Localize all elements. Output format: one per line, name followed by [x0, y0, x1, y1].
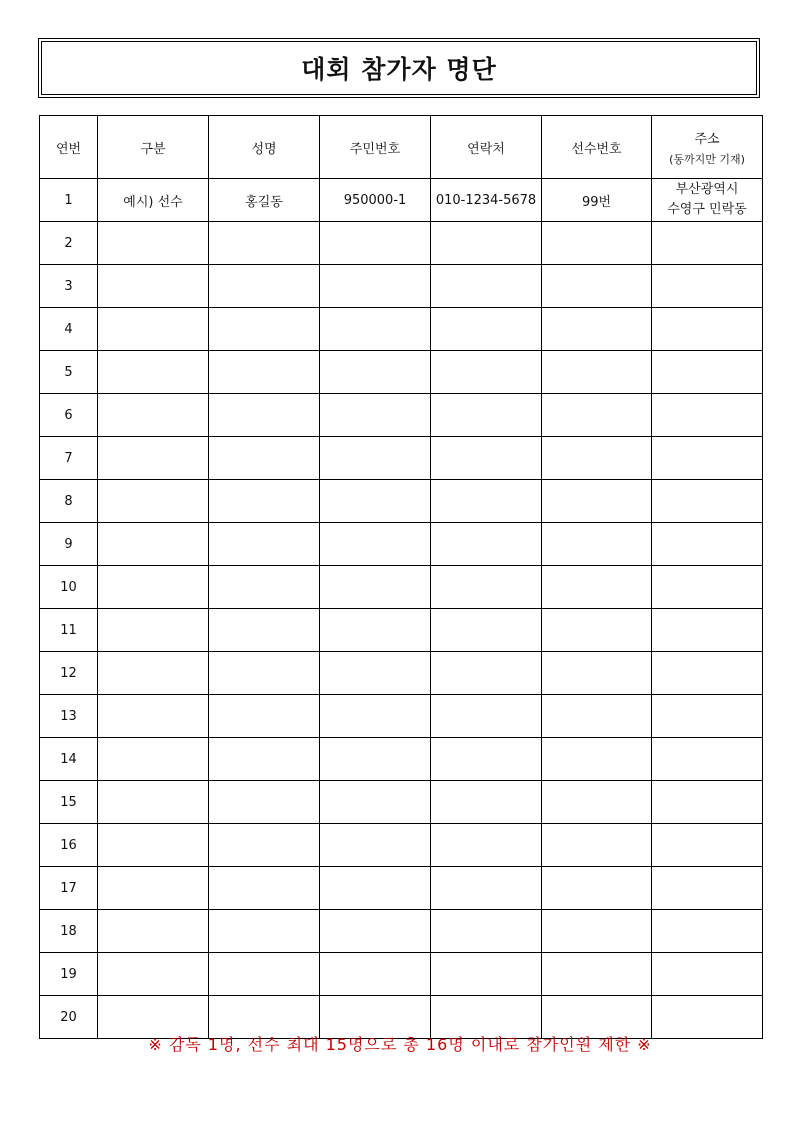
table-row: [40, 437, 763, 480]
cell-name[interactable]: [209, 738, 320, 781]
header-address-note: (동까지만 기재): [669, 152, 745, 166]
cell-address[interactable]: [652, 953, 763, 996]
cell-category[interactable]: [98, 394, 209, 437]
cell-contact[interactable]: [431, 953, 542, 996]
table-row: [40, 824, 763, 867]
cell-id-number[interactable]: [320, 953, 431, 996]
cell-category[interactable]: [98, 566, 209, 609]
title-box: [38, 38, 760, 98]
table-row: [40, 566, 763, 609]
cell-name[interactable]: [209, 953, 320, 996]
table-row: [40, 738, 763, 781]
cell-address[interactable]: [652, 652, 763, 695]
cell-no: 10: [40, 566, 98, 609]
example-row: [40, 179, 763, 222]
cell-category[interactable]: [98, 523, 209, 566]
cell-contact[interactable]: [431, 781, 542, 824]
cell-address[interactable]: [652, 222, 763, 265]
cell-name[interactable]: [209, 523, 320, 566]
cell-no: 8: [40, 480, 98, 523]
cell-name[interactable]: [209, 480, 320, 523]
cell-id-number[interactable]: [320, 351, 431, 394]
cell-id-number[interactable]: 950000-1: [320, 179, 431, 222]
table-row: [40, 609, 763, 652]
cell-id-number[interactable]: [320, 652, 431, 695]
cell-address[interactable]: [652, 308, 763, 351]
header-name: 성명: [209, 116, 320, 179]
table-row: [40, 351, 763, 394]
cell-no: 17: [40, 867, 98, 910]
cell-contact[interactable]: [431, 222, 542, 265]
cell-name[interactable]: [209, 867, 320, 910]
cell-category[interactable]: [98, 953, 209, 996]
table-row: [40, 652, 763, 695]
cell-player-number[interactable]: [542, 867, 652, 910]
cell-name[interactable]: [209, 566, 320, 609]
cell-address[interactable]: [652, 781, 763, 824]
cell-contact[interactable]: [431, 437, 542, 480]
cell-category[interactable]: [98, 695, 209, 738]
cell-no: 15: [40, 781, 98, 824]
table-row: [40, 308, 763, 351]
cell-no: 4: [40, 308, 98, 351]
cell-name[interactable]: [209, 351, 320, 394]
cell-no: 9: [40, 523, 98, 566]
cell-player-number[interactable]: [542, 523, 652, 566]
cell-player-number[interactable]: [542, 265, 652, 308]
cell-name[interactable]: [209, 222, 320, 265]
cell-id-number[interactable]: [320, 695, 431, 738]
cell-name[interactable]: [209, 695, 320, 738]
cell-category[interactable]: [98, 351, 209, 394]
cell-address[interactable]: [652, 523, 763, 566]
cell-contact[interactable]: [431, 523, 542, 566]
cell-address[interactable]: [652, 566, 763, 609]
table-row: [40, 781, 763, 824]
cell-address[interactable]: [652, 695, 763, 738]
cell-address[interactable]: [652, 910, 763, 953]
cell-category[interactable]: [98, 265, 209, 308]
cell-address[interactable]: [652, 480, 763, 523]
cell-contact[interactable]: [431, 824, 542, 867]
cell-no: 5: [40, 351, 98, 394]
cell-address[interactable]: [652, 265, 763, 308]
cell-address[interactable]: [652, 351, 763, 394]
cell-id-number[interactable]: [320, 265, 431, 308]
cell-player-number[interactable]: [542, 953, 652, 996]
cell-contact[interactable]: [431, 695, 542, 738]
cell-category[interactable]: [98, 910, 209, 953]
cell-no: 20: [40, 996, 98, 1039]
cell-player-number[interactable]: [542, 566, 652, 609]
cell-no: 1: [40, 179, 98, 222]
cell-player-number[interactable]: [542, 910, 652, 953]
cell-name[interactable]: 홍길동: [209, 179, 320, 222]
cell-id-number[interactable]: [320, 867, 431, 910]
table-row: [40, 910, 763, 953]
cell-category[interactable]: [98, 308, 209, 351]
participant-limit-notice: ※ 감독 1명, 선수 최대 15명으로 총 16명 이내로 참가인원 제한 ※: [148, 1035, 652, 1054]
cell-contact[interactable]: [431, 652, 542, 695]
cell-player-number[interactable]: [542, 738, 652, 781]
cell-id-number[interactable]: [320, 523, 431, 566]
cell-category[interactable]: [98, 437, 209, 480]
cell-id-number[interactable]: [320, 910, 431, 953]
cell-contact[interactable]: [431, 480, 542, 523]
cell-no: 14: [40, 738, 98, 781]
cell-player-number[interactable]: [542, 609, 652, 652]
cell-id-number[interactable]: [320, 609, 431, 652]
header-player-number: 선수번호: [542, 116, 652, 179]
cell-name[interactable]: [209, 910, 320, 953]
cell-no: 18: [40, 910, 98, 953]
cell-player-number[interactable]: [542, 394, 652, 437]
cell-player-number[interactable]: [542, 351, 652, 394]
cell-address[interactable]: [652, 609, 763, 652]
participant-table: [39, 115, 763, 1039]
cell-player-number[interactable]: [542, 480, 652, 523]
cell-contact[interactable]: [431, 308, 542, 351]
page-title: 대회 참가자 명단: [301, 55, 497, 84]
cell-id-number[interactable]: [320, 308, 431, 351]
cell-name[interactable]: [209, 652, 320, 695]
cell-address-line2: 수영구 민락동: [667, 202, 747, 217]
cell-name[interactable]: [209, 781, 320, 824]
cell-category[interactable]: [98, 609, 209, 652]
cell-contact[interactable]: 010-1234-5678: [431, 179, 542, 222]
cell-address[interactable]: [652, 738, 763, 781]
cell-category[interactable]: [98, 781, 209, 824]
cell-id-number[interactable]: [320, 394, 431, 437]
header-category: 구분: [98, 116, 209, 179]
table-row: [40, 695, 763, 738]
header-id-number: 주민번호: [320, 116, 431, 179]
cell-name[interactable]: [209, 308, 320, 351]
cell-category[interactable]: [98, 480, 209, 523]
cell-category[interactable]: [98, 867, 209, 910]
cell-no: 2: [40, 222, 98, 265]
cell-player-number[interactable]: [542, 222, 652, 265]
cell-contact[interactable]: [431, 910, 542, 953]
cell-address[interactable]: [652, 867, 763, 910]
cell-name[interactable]: [209, 824, 320, 867]
cell-contact[interactable]: [431, 351, 542, 394]
cell-category[interactable]: [98, 824, 209, 867]
cell-no: 11: [40, 609, 98, 652]
table-row: [40, 867, 763, 910]
cell-category[interactable]: [98, 738, 209, 781]
cell-id-number[interactable]: [320, 437, 431, 480]
cell-category[interactable]: 예시) 선수: [98, 179, 209, 222]
cell-category[interactable]: [98, 652, 209, 695]
cell-player-number[interactable]: [542, 652, 652, 695]
cell-player-number[interactable]: [542, 695, 652, 738]
cell-address-line1: 부산광역시: [675, 182, 739, 197]
cell-player-number[interactable]: [542, 781, 652, 824]
cell-player-number[interactable]: 99번: [542, 179, 652, 222]
title-inner-border: [41, 41, 757, 95]
cell-address[interactable]: [652, 394, 763, 437]
cell-contact[interactable]: [431, 394, 542, 437]
cell-no: 3: [40, 265, 98, 308]
cell-id-number[interactable]: [320, 824, 431, 867]
cell-id-number[interactable]: [320, 781, 431, 824]
cell-address[interactable]: [652, 437, 763, 480]
cell-contact[interactable]: [431, 738, 542, 781]
cell-no: 6: [40, 394, 98, 437]
cell-no: 13: [40, 695, 98, 738]
cell-name[interactable]: [209, 609, 320, 652]
cell-player-number[interactable]: [542, 824, 652, 867]
cell-player-number[interactable]: [542, 437, 652, 480]
header-address-label: 주소: [694, 131, 720, 147]
table-row: [40, 265, 763, 308]
cell-contact[interactable]: [431, 566, 542, 609]
cell-no: 7: [40, 437, 98, 480]
cell-name[interactable]: [209, 265, 320, 308]
table-row: [40, 394, 763, 437]
header-address: [652, 116, 763, 179]
cell-address[interactable]: [652, 179, 763, 222]
cell-contact[interactable]: [431, 265, 542, 308]
cell-category[interactable]: [98, 222, 209, 265]
cell-name[interactable]: [209, 437, 320, 480]
cell-id-number[interactable]: [320, 566, 431, 609]
cell-contact[interactable]: [431, 609, 542, 652]
header-contact: 연락처: [431, 116, 542, 179]
cell-address[interactable]: [652, 824, 763, 867]
header-no: 연번: [40, 116, 98, 179]
cell-no: 16: [40, 824, 98, 867]
cell-contact[interactable]: [431, 867, 542, 910]
cell-name[interactable]: [209, 394, 320, 437]
cell-id-number[interactable]: [320, 480, 431, 523]
table-row: [40, 953, 763, 996]
cell-player-number[interactable]: [542, 308, 652, 351]
table-row: [40, 480, 763, 523]
cell-id-number[interactable]: [320, 738, 431, 781]
table-header-row: [40, 116, 763, 179]
cell-no: 12: [40, 652, 98, 695]
table-row: [40, 222, 763, 265]
cell-no: 19: [40, 953, 98, 996]
table-row: [40, 523, 763, 566]
cell-id-number[interactable]: [320, 222, 431, 265]
